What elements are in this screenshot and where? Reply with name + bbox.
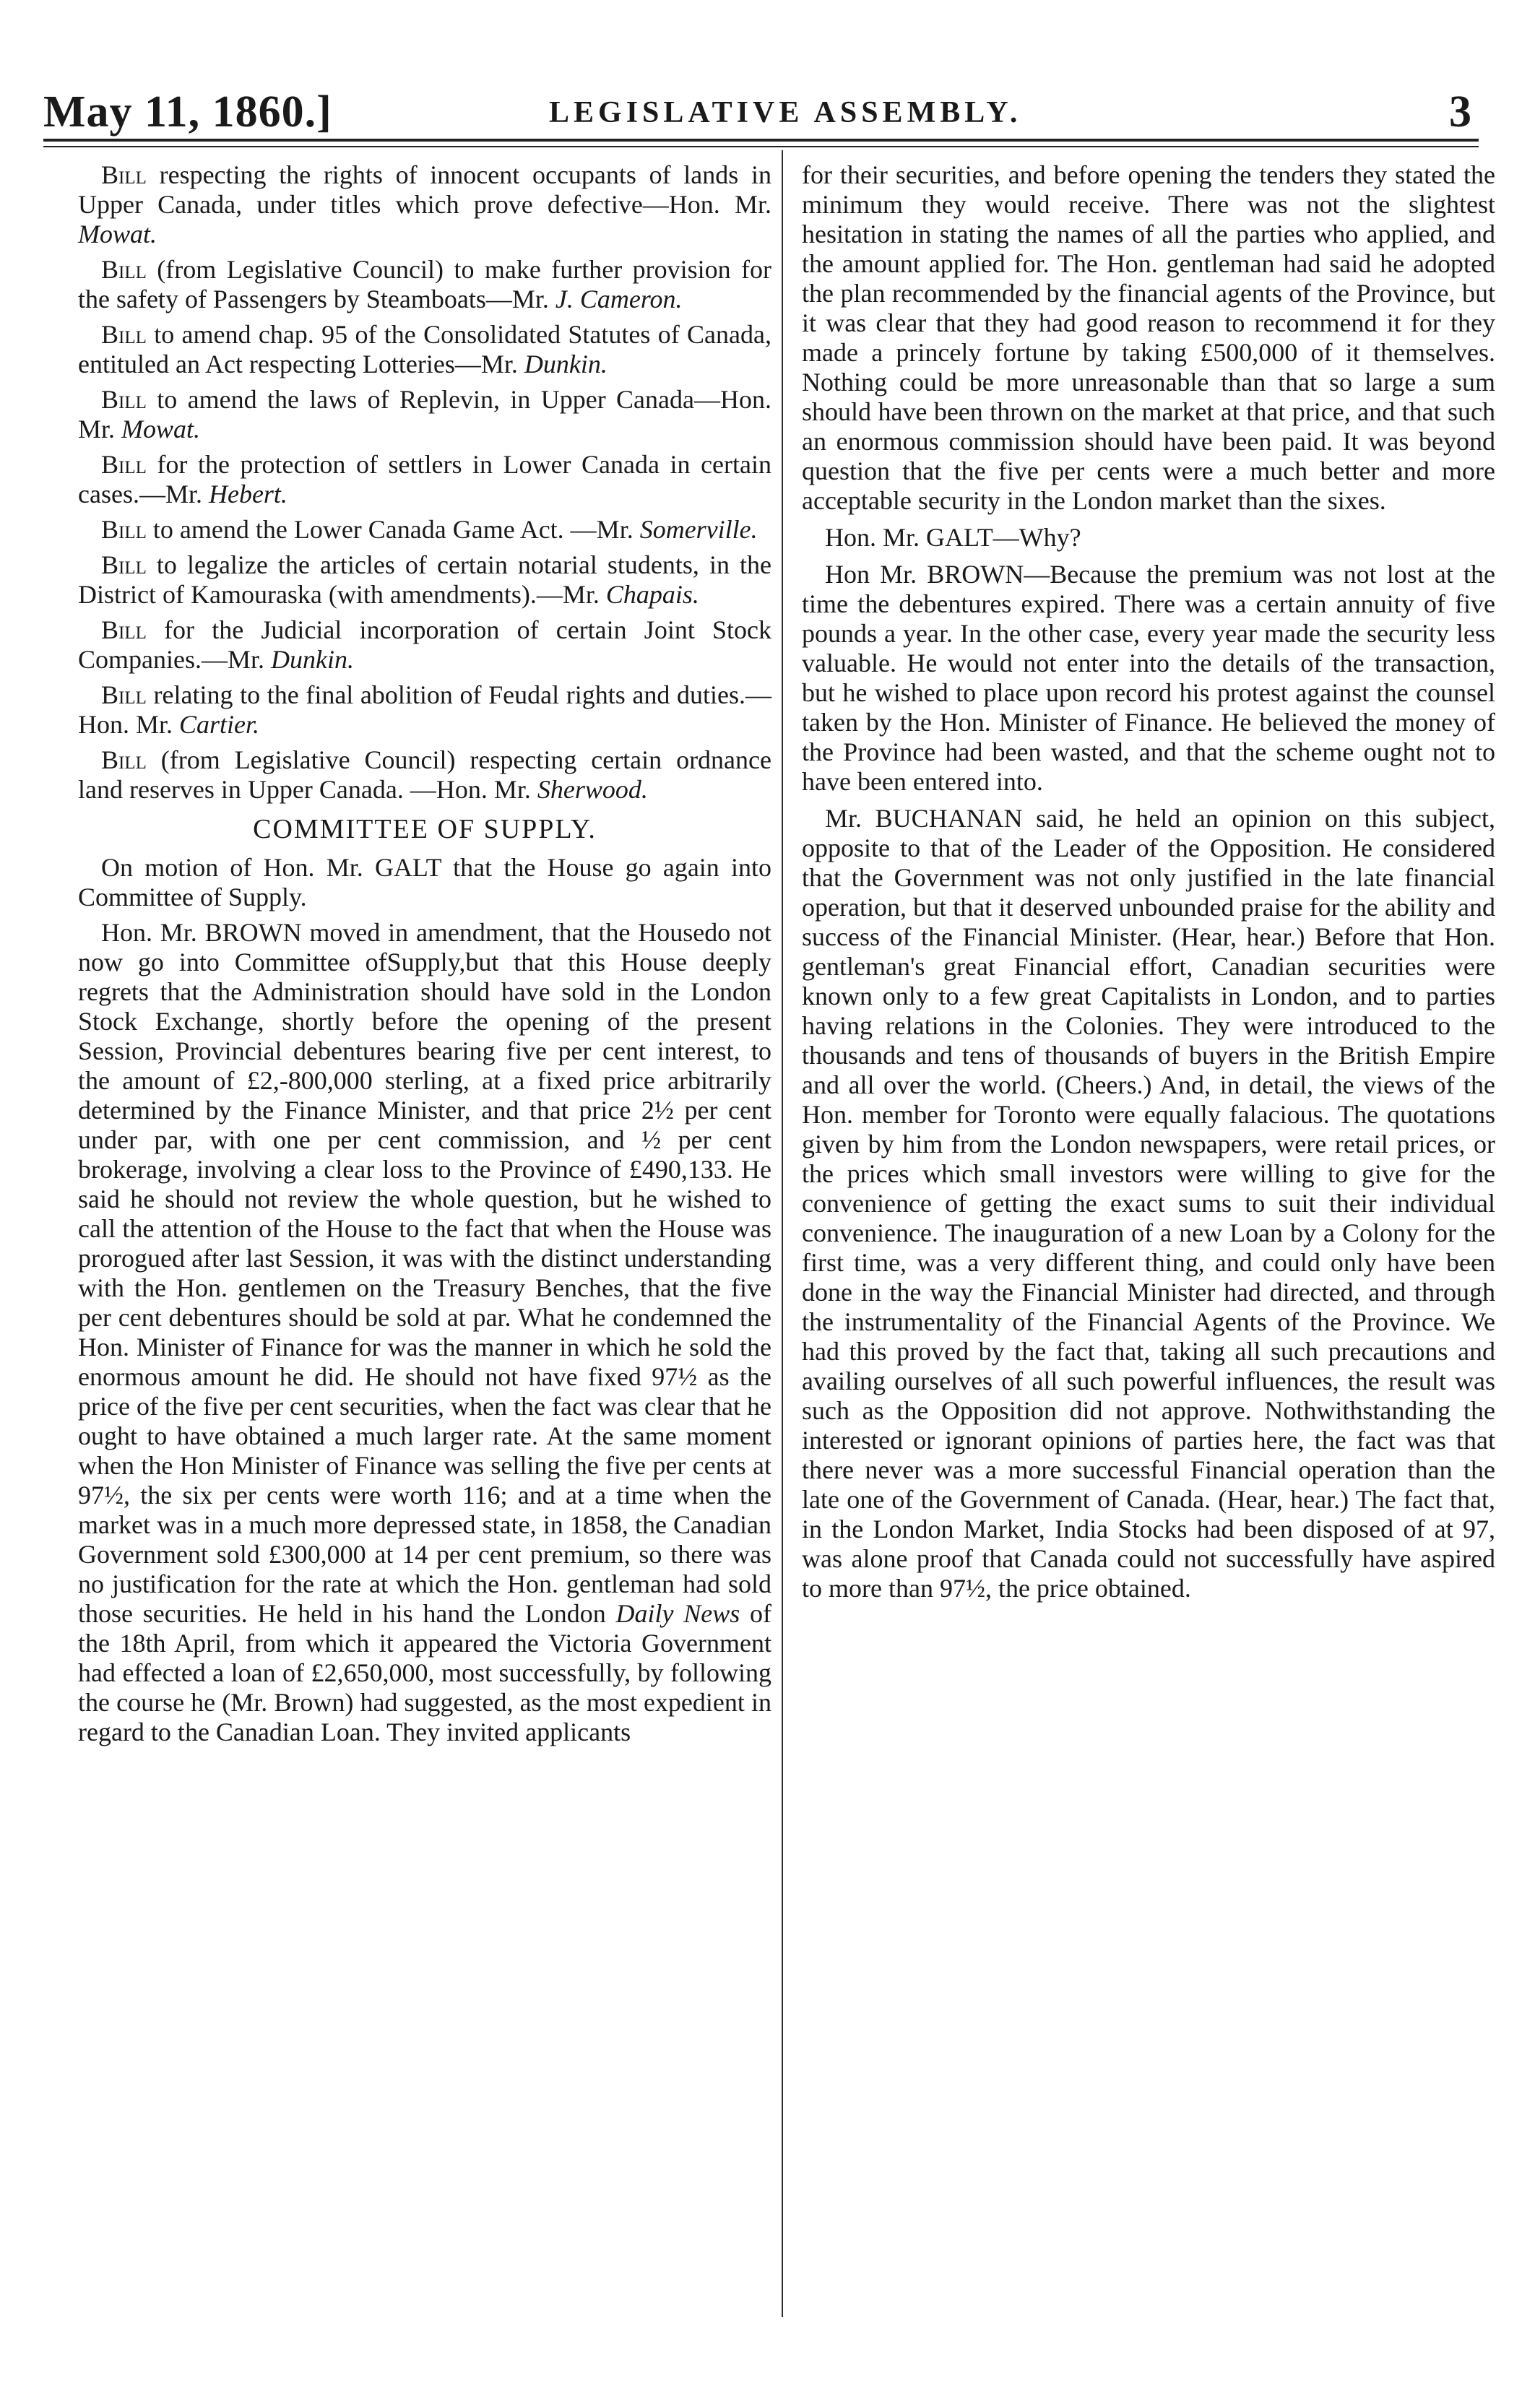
- bill-entry: Bill to amend the laws of Replevin, in Upper Canada—Hon. Mr. Mowat.: [78, 385, 771, 443]
- left-column: [78, 160, 771, 1753]
- section-heading: COMMITTEE OF SUPPLY.: [253, 814, 597, 844]
- bill-entry: Bill for the Judicial incorporation of certain Joint Stock Companies.—Mr. Dunkin.: [78, 615, 771, 674]
- bill-entry: Bill to amend the Lower Canada Game Act. —Mr. Somerville.: [101, 515, 758, 544]
- paragraph-continued: for their securities, and before opening the tenders they stated the minimum they would receive. There was not the slightest hesitation in stating the names of all the parties who applied, and the amount applied for. The Hon. gentleman had said he adopted the plan recommended by the financial agents of the Province, but it was clear that they had good reason to recommend it for they made a princely fortune by taking £500,000 of it themselves. Nothing could be more unreasonable than that so large a sum should have been thrown on the market at that price, and that such an enormous commission should have been paid. It was beyond question that the five per cents were a much better and more acceptable security in the London market than the sixes.: [802, 160, 1495, 515]
- page-header: [43, 87, 1479, 144]
- paragraph-buchanan: Mr. BUCHANAN said, he held an opinion on this subject, opposite to that of the Leader of the Opposition. He considered that the Government was not only justified in the late financial operation, but that it deserved unbounded praise for the ability and success of the Financial Minister. (Hear, hear.) Before that Hon. gentleman's great Financial effort, Canadian securities were known only to a few great Capitalists in London, and to parties having relations in the Colonies. They were introduced to the thousands and tens of thousands of buyers in the British Empire and all over the world. (Cheers.) And, in detail, the views of the Hon. member for Toronto were equally falacious. The quotations given by him from the London newspapers, were retail prices, or the prices which small investors were willing to give for the convenience of getting the exact sums to suit their individual convenience. The inauguration of a new Loan by a Colony for the first time, was a very different thing, and could only have been done in the way the Financial Minister had directed, and through the instrumentality of the Financial Agents of the Province. We had this proved by the fact that, taking all such precautions and availing ourselves of all such powerful influences, the result was such as the Opposition did not approve. Nothwithstanding the interested or ignorant opinions of parties here, the fact was that there never was a more successful Financial operation than the late one of the Government of Canada. (Hear, hear.) The fact that, in the London Market, India Stocks had been disposed of at 97, was alone proof that Canada could not successfully have aspired to more than 97½, the price obtained.: [802, 804, 1495, 1603]
- right-column: [802, 160, 1495, 1609]
- bill-entry: Bill respecting the rights of innocent occupants of lands in Upper Canada, under titles which prove defective—Hon. Mr. Mowat.: [78, 160, 771, 248]
- bill-entry: Bill relating to the final abolition of Feudal rights and duties.—Hon. Mr. Cartier.: [78, 680, 771, 739]
- paragraph-motion: On motion of Hon. Mr. GALT that the House go again into Committee of Supply.: [78, 853, 771, 911]
- bill-entry: Bill (from Legislative Council) to make further provision for the safety of Passengers by Steamboats—Mr. J. Cameron.: [78, 255, 771, 313]
- header-rule-thin: [43, 146, 1479, 147]
- bill-entry: Bill for the protection of settlers in Lower Canada in certain cases.—Mr. Hebert.: [78, 450, 771, 508]
- paragraph-galt: Hon. Mr. GALT—Why?: [825, 523, 1081, 552]
- bill-entry: Bill to amend chap. 95 of the Consolidated Statutes of Canada, entituled an Act respecting Lotteries—Mr. Dunkin.: [78, 320, 771, 378]
- bill-entry: Bill to legalize the articles of certain notarial students, in the District of Kamouraska (with amendments).—Mr. Chapais.: [78, 550, 771, 609]
- paragraph-brown-amendment: Hon. Mr. BROWN moved in amendment, that the Housedo not now go into Committee ofSupply,but that this House deeply regrets that the Administration should have sold in the London Stock Exchange, shortly before the opening of the present Session, Provincial debentures bearing five per cent interest, to the amount of £2,-800,000 sterling, at a fixed price arbitrarily determined by the Finance Minister, and that price 2½ per cent under par, with one per cent commission, and ½ per cent brokerage, involving a clear loss to the Province of £490,133. He said he should not review the whole question, but he wished to call the attention of the House to the fact that when the House was prorogued after last Session, it was with the distinct understanding with the Hon. gentlemen on the Treasury Benches, that the five per cent debentures should be sold at par. What he condemned the Hon. Minister of Finance for was the manner in which he sold the enormous amount he did. He should not have fixed 97½ as the price of the five per cent securities, when the fact was clear that he ought to have obtained a much larger rate. At the same moment when the Hon Minister of Finance was selling the five per cents at 97½, the six per cents were worth 116; and at a time when the market was in a much more depressed state, in 1858, the Canadian Government sold £300,000 at 14 per cent premium, so there was no justification for the rate at which the Hon. gentleman had sold those securities. He held in his hand the London Daily News of the 18th April, from which it appeared the Victoria Government had effected a loan of £2,650,000, most successfully, by following the course he (Mr. Brown) had suggested, as the most expedient in regard to the Canadian Loan. They invited applicants: [78, 918, 771, 1746]
- issue-date: May 11, 1860.]: [43, 87, 332, 137]
- column-divider: [782, 150, 783, 2317]
- page-number: 3: [1449, 87, 1471, 137]
- section-title: LEGISLATIVE ASSEMBLY.: [549, 96, 1022, 129]
- header-rule-thick: [43, 139, 1479, 142]
- bill-entry: Bill (from Legislative Council) respecting certain ordnance land reserves in Upper Canada. —Hon. Mr. Sherwood.: [78, 745, 771, 804]
- paragraph-brown-reply: Hon Mr. BROWN—Because the premium was not lost at the time the debentures expired. There was a certain annuity of five pounds a year. In the other case, every year made the security less valuable. He would not enter into the details of the transaction, but he wished to place upon record his protest against the counsel taken by the Hon. Minister of Finance. He believed the money of the Province had been wasted, and that the scheme ought not to have been entered into.: [802, 560, 1495, 796]
